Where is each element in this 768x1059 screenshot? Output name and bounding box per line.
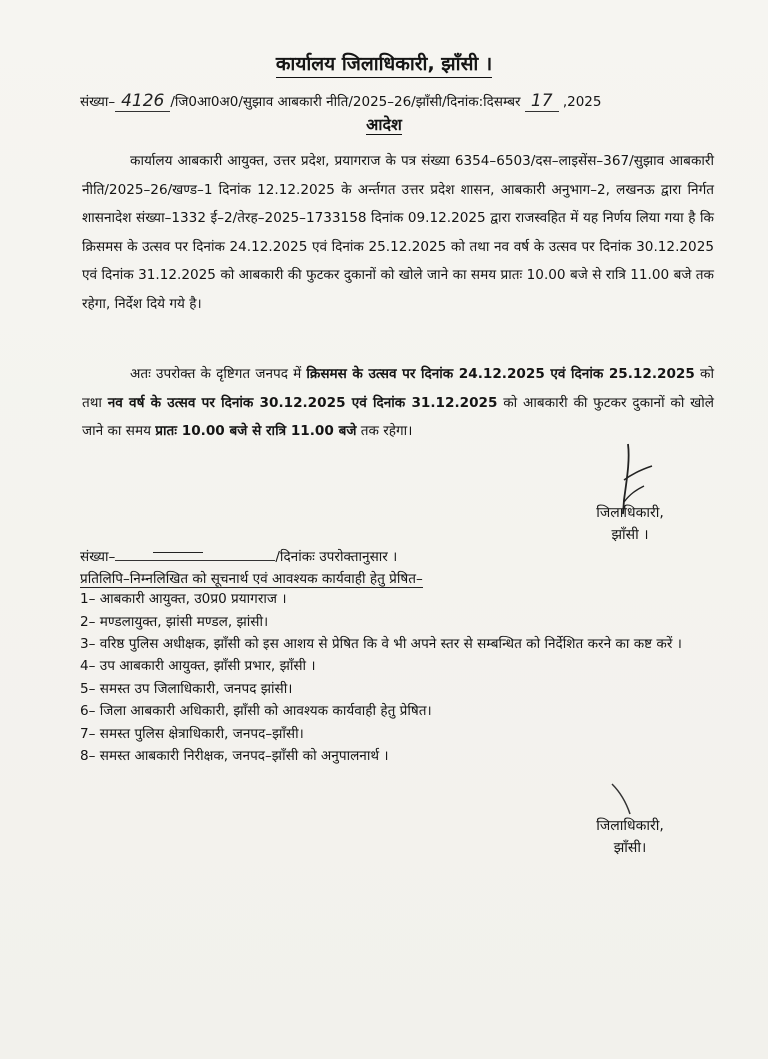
office-heading: कार्यालय जिलाधिकारी, झाँसी । bbox=[0, 50, 768, 76]
signature-scribble-2 bbox=[598, 780, 648, 820]
new-year-dates: नव वर्ष के उत्सव पर दिनांक 30.12.2025 एवं दिनांक 31.12.2025 bbox=[107, 394, 498, 411]
signatory-place: झाँसी। bbox=[613, 840, 647, 856]
signature-block-2 bbox=[582, 815, 678, 859]
ref-prefix: संख्या– bbox=[80, 94, 116, 110]
list-item: 4– उप आबकारी आयुक्त, झाँसी प्रभार, झाँसी । bbox=[80, 658, 316, 674]
handwritten-ref-number: 4126 bbox=[115, 91, 170, 112]
copy-to-heading: प्रतिलिपि–निम्नलिखित को सूचनार्थ एवं आवश्यक कार्यवाही हेतु प्रेषित– bbox=[80, 571, 423, 587]
ref-rest: /जि0आ0अ0/सुझाव आबकारी नीति/2025–26/झाँसी/दिनांक:दिसम्बर bbox=[170, 94, 521, 110]
list-item: 2– मण्डलायुक्त, झांसी मण्डल, झांसी। bbox=[80, 613, 269, 630]
ref-year: ,2025 bbox=[562, 94, 602, 110]
list-item: 8– समस्त आबकारी निरीक्षक, जनपद–झाँसी को अनुपालनार्थ । bbox=[80, 748, 389, 764]
list-item: 1– आबकारी आयुक्त, उ0प्र0 प्रयागराज । bbox=[80, 591, 287, 607]
signatory-title: जिलाधिकारी, bbox=[596, 505, 664, 521]
order-title: आदेश bbox=[366, 115, 402, 134]
list-item: 5– समस्त उप जिलाधिकारी, जनपद झांसी। bbox=[80, 680, 293, 697]
body-paragraph-2: अतः उपरोक्त के दृष्टिगत जनपद में क्रिसमस के उत्सव पर दिनांक 24.12.2025 एवं दिनांक 25.12.2025 को तथा नव वर्ष के उत्सव पर दिनांक 30.12.2025 एवं दिनांक 31.12.2025 को आबकारी की फुटकर दुकानों को खोले जाने का समय प्रातः 10.00 बजे से रात्रि 11.00 बजे तक रहेगा। bbox=[82, 366, 714, 439]
copy-reference-line: संख्या– /दिनांकः उपरोक्तानुसार । bbox=[80, 549, 398, 565]
body-paragraph-1: कार्यालय आबकारी आयुक्त, उत्तर प्रदेश, प्रयागराज के पत्र संख्या 6354–6503/दस–लाइसेंस–367/सुझाव आबकारी नीति/2025–26/खण्ड–1 दिनांक 12.12.2025 के अर्न्तगत उत्तर प्रदेश शासन, आबकारी अनुभाग–2, लखनऊ द्वारा निर्गत शासनादेश संख्या–1332 ई–2/तेरह–2025–1733158 दिनांक 09.12.2025 द्वारा राजस्वहित में यह निर्णय लिया गया है कि क्रिसमस के उत्सव पर दिनांक 24.12.2025 एवं दिनांक 25.12.2025 को तथा नव वर्ष के उत्सव पर दिनांक 30.12.2025 एवं दिनांक 31.12.2025 को आबकारी की फुटकर दुकानों को खोले जाने का समय प्रातः 10.00 बजे से रात्रि 11.00 बजे तक रहेगा, निर्देश दिये गये है। bbox=[82, 153, 714, 312]
list-item: 7– समस्त पुलिस क्षेत्राधिकारी, जनपद–झाँसी। bbox=[80, 725, 304, 742]
handwritten-date: 17 bbox=[525, 91, 559, 112]
reference-line bbox=[80, 91, 601, 111]
signature-block-1 bbox=[585, 502, 675, 546]
signatory-title: जिलाधिकारी, bbox=[596, 818, 664, 834]
copy-recipients-list bbox=[80, 588, 720, 768]
shop-timings: प्रातः 10.00 बजे से रात्रि 11.00 बजे bbox=[155, 423, 357, 439]
list-item: 3– वरिष्ठ पुलिस अधीक्षक, झाँसी को इस आशय से प्रेषित कि वे भी अपने स्तर से सम्बन्धित को निर्देशित करने का कष्ट करें । bbox=[80, 636, 682, 652]
signatory-place: झाँसी । bbox=[611, 527, 649, 543]
blank-number-field bbox=[115, 548, 275, 561]
list-item: 6– जिला आबकारी अधिकारी, झाँसी को आवश्यक कार्यवाही हेतु प्रेषित। bbox=[80, 703, 432, 719]
christmas-dates: क्रिसमस के उत्सव पर दिनांक 24.12.2025 एवं दिनांक 25.12.2025 bbox=[306, 366, 695, 382]
